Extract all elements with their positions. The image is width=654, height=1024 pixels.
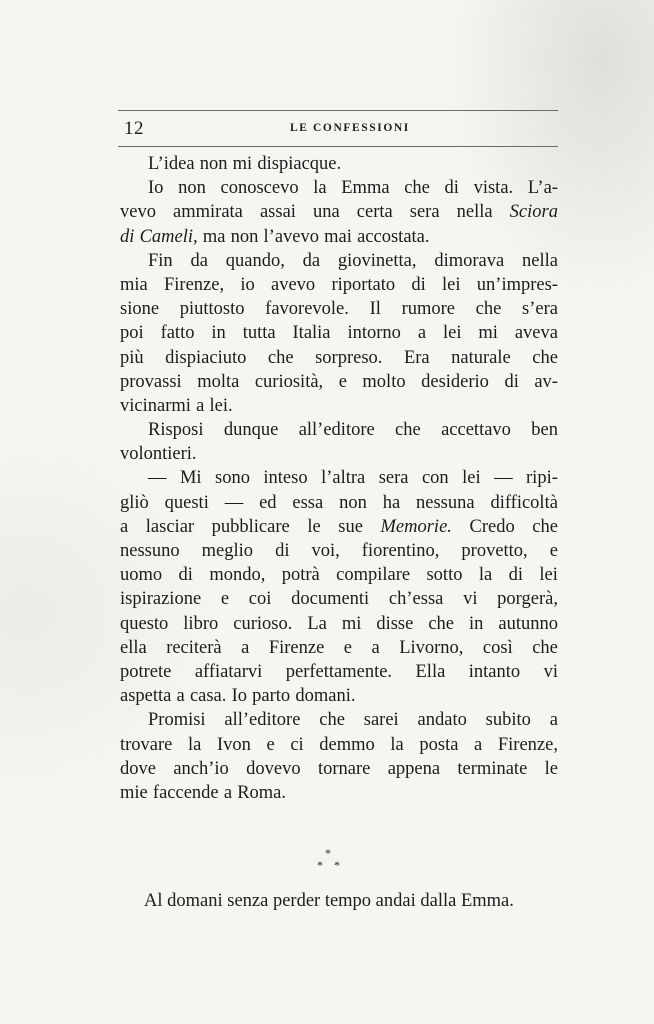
word: le	[307, 516, 321, 537]
word: essa	[292, 492, 324, 513]
word: sera	[378, 468, 409, 489]
page-number: 12	[124, 118, 144, 139]
word: riportato	[331, 274, 396, 295]
word: vista.	[473, 178, 514, 199]
word: io	[240, 274, 255, 295]
word: voi,	[311, 541, 340, 561]
word: di	[444, 178, 459, 199]
word: pubblicare	[211, 516, 290, 537]
text-line	[120, 491, 558, 515]
text-line	[120, 176, 558, 200]
word: Italia	[292, 323, 331, 344]
word: nessuna	[416, 492, 475, 513]
word: di	[178, 565, 193, 586]
word: la	[478, 565, 493, 586]
word: intorno	[347, 323, 401, 344]
word: sarei	[363, 710, 399, 731]
word: trovare	[120, 734, 173, 755]
word: a	[549, 710, 558, 731]
word: questi	[164, 492, 209, 513]
word: favorevole.	[265, 299, 349, 320]
word: la	[188, 734, 202, 755]
word: potrete	[120, 661, 172, 682]
word: mia	[120, 274, 148, 295]
word: —	[494, 468, 513, 489]
word: gliò	[120, 492, 149, 513]
word: Ella	[415, 661, 446, 682]
word: dove	[120, 758, 156, 779]
text-line	[120, 321, 558, 345]
word: parto	[252, 686, 291, 707]
text-line	[120, 249, 558, 273]
word: domani.	[295, 686, 356, 707]
word: inteso	[263, 468, 308, 489]
text-line	[120, 612, 558, 636]
word: libro	[183, 613, 219, 634]
word: una	[312, 202, 340, 223]
word: lei	[539, 565, 558, 586]
word: ripi-	[526, 468, 558, 489]
text-line	[120, 418, 558, 442]
word: Livorno,	[399, 637, 464, 658]
word: un’impres-	[476, 274, 558, 295]
word: che	[267, 347, 294, 368]
word: di	[120, 226, 135, 247]
word: fiorentino,	[361, 541, 440, 561]
word: uomo	[120, 565, 163, 586]
word: posta	[419, 734, 459, 755]
word: Mi	[179, 468, 202, 489]
word: a	[120, 516, 129, 537]
word: accettavo	[441, 420, 511, 441]
word: L’idea	[148, 154, 195, 174]
word: vevo	[120, 202, 156, 223]
word: così	[482, 637, 513, 658]
word: andato	[417, 710, 467, 731]
word: ch’essa	[388, 589, 444, 610]
text-line	[120, 394, 558, 418]
text-line	[120, 442, 558, 466]
text-line	[120, 781, 558, 805]
word: volontieri.	[120, 444, 197, 465]
word: di	[504, 371, 519, 392]
word: da	[190, 250, 208, 271]
word: e	[266, 734, 275, 755]
word: di	[508, 565, 523, 586]
word: a	[474, 734, 483, 755]
word: —	[148, 468, 167, 489]
word: a	[241, 637, 250, 658]
word: conoscevo	[220, 178, 299, 199]
running-title: LE CONFESSIONI	[290, 122, 410, 134]
word: tutta	[242, 323, 276, 344]
word: sorpreso.	[315, 347, 383, 368]
word: ben	[531, 420, 558, 441]
text-line	[120, 539, 558, 563]
word: ci	[290, 734, 304, 755]
word: all’editore	[298, 420, 375, 441]
word: curioso.	[233, 613, 293, 634]
text-line	[120, 515, 558, 539]
word: nella	[521, 250, 558, 271]
word: Roma.	[237, 782, 287, 803]
word: giovinetta,	[337, 250, 417, 271]
word: mi	[341, 613, 362, 634]
word: perfettamente.	[285, 661, 393, 682]
word: naturale	[451, 347, 511, 368]
word: dispiacque.	[257, 154, 342, 174]
word: Emma	[341, 178, 390, 199]
word: Ivon	[216, 734, 251, 755]
word: Sciora	[509, 202, 558, 223]
word: Il	[369, 299, 381, 320]
word: di	[411, 274, 426, 295]
word: mi	[232, 154, 253, 174]
word: coi	[248, 589, 272, 610]
word: compilare	[336, 565, 411, 586]
word: in	[468, 613, 484, 634]
word: lasciar	[145, 516, 195, 537]
word: ma	[202, 226, 226, 247]
text-line	[120, 152, 558, 176]
word: e	[343, 637, 353, 658]
word: Firenze	[268, 637, 325, 658]
text-line	[120, 636, 558, 660]
word: terminate	[457, 758, 528, 779]
word: ella	[120, 637, 147, 658]
word: avevo	[271, 274, 316, 295]
text-line	[120, 200, 558, 224]
word: sue	[338, 516, 363, 537]
word: mondo,	[209, 565, 266, 586]
word: reciterà	[166, 637, 222, 658]
word: che	[532, 637, 558, 658]
word: —	[224, 492, 244, 513]
word: non	[339, 492, 367, 513]
header-bottom-rule	[118, 146, 558, 147]
word: a	[371, 637, 380, 658]
word: Firenze,	[497, 734, 558, 755]
text-line	[120, 346, 558, 370]
word: Credo	[469, 516, 515, 537]
body-text	[120, 152, 558, 805]
word: che	[532, 347, 558, 368]
word: l’avevo	[263, 226, 319, 247]
word: con	[421, 468, 449, 489]
word: e	[338, 371, 347, 392]
word: molta	[197, 371, 240, 392]
word: subito	[485, 710, 531, 731]
word: mie	[120, 782, 148, 803]
word: assai	[259, 202, 296, 223]
word: Fin	[148, 250, 173, 271]
word: ammirata	[173, 202, 243, 223]
text-line	[120, 757, 558, 781]
word: vi	[543, 661, 558, 682]
word: che	[475, 299, 502, 320]
word: aspetta	[120, 686, 172, 707]
word: curiosità,	[254, 371, 324, 392]
asterism-star: *	[317, 858, 323, 872]
word: che	[428, 613, 454, 634]
word: quando,	[225, 250, 285, 271]
word: molto	[362, 371, 406, 392]
word: sera	[409, 202, 440, 223]
text-line	[120, 297, 558, 321]
word: da	[302, 250, 321, 271]
word: aveva	[514, 323, 558, 344]
word: anch’io	[173, 758, 229, 779]
text-line	[120, 587, 558, 611]
closing-line: Al domani senza perder tempo andai dalla Emma.	[144, 891, 514, 911]
word: vicinarmi	[120, 395, 191, 416]
word: av-	[534, 371, 558, 392]
word: la	[390, 734, 404, 755]
word: intanto	[468, 661, 521, 682]
word: certa	[356, 202, 393, 223]
word: rumore	[401, 299, 455, 320]
word: sione	[120, 299, 160, 320]
word: faccende	[152, 782, 219, 803]
word: dimorava	[434, 250, 505, 271]
word: l’altra	[321, 468, 366, 489]
asterism-star: *	[325, 846, 331, 860]
word: Io	[148, 178, 164, 199]
word: documenti	[291, 589, 370, 610]
word: le	[544, 758, 558, 779]
word: poi	[120, 323, 144, 344]
section-break-asterism	[300, 846, 360, 876]
word: all’editore	[224, 710, 301, 731]
word: di	[275, 541, 290, 561]
word: provassi	[120, 371, 182, 392]
page-header	[118, 108, 558, 148]
word: accostata.	[357, 226, 430, 247]
word: Promisi	[148, 710, 206, 731]
header-top-rule	[118, 110, 558, 111]
word: provetto,	[461, 541, 528, 561]
word: a	[223, 782, 233, 803]
word: questo	[120, 613, 169, 634]
text-line	[120, 370, 558, 394]
word: mai	[324, 226, 352, 247]
word: che	[532, 516, 558, 537]
word: lei	[442, 274, 461, 295]
word: dispiaciuto	[165, 347, 247, 368]
word: che	[395, 420, 421, 441]
word: in	[211, 323, 226, 344]
word: Era	[403, 347, 430, 368]
word: lei	[462, 468, 481, 489]
word: Memorie.	[380, 516, 452, 537]
word: L’a-	[527, 178, 558, 199]
word: demmo	[319, 734, 375, 755]
word: e	[220, 589, 230, 610]
word: lei.	[209, 395, 233, 416]
text-line	[120, 273, 558, 297]
word: tornare	[317, 758, 371, 779]
word: autunno	[498, 613, 558, 634]
word: più	[120, 347, 144, 368]
word: vi	[463, 589, 478, 610]
word: piuttosto	[179, 299, 245, 320]
word: che	[404, 178, 430, 199]
word: lei	[442, 323, 462, 344]
word: potrà	[281, 565, 320, 586]
word: fatto	[160, 323, 195, 344]
word: la	[313, 178, 327, 199]
word: non	[178, 178, 206, 199]
word: dunque	[223, 420, 279, 441]
word: porgerà,	[497, 589, 558, 610]
word: La	[307, 613, 327, 634]
word: s’era	[522, 299, 558, 320]
word: difficoltà	[490, 492, 558, 513]
word: ed	[259, 492, 277, 513]
word: che	[319, 710, 345, 731]
word: disse	[376, 613, 414, 634]
word: non	[230, 226, 259, 247]
word: desiderio	[421, 371, 489, 392]
text-line	[120, 733, 558, 757]
word: dovevo	[246, 758, 301, 779]
text-line	[120, 660, 558, 684]
word: mi	[478, 323, 498, 344]
text-line	[120, 563, 558, 587]
word: appena	[387, 758, 441, 779]
word: affiatarvi	[194, 661, 263, 682]
word: ha	[382, 492, 401, 513]
word: casa.	[189, 686, 227, 707]
text-line	[120, 225, 558, 249]
word: nessuno	[120, 541, 180, 561]
asterism-star: *	[334, 858, 340, 872]
word: Firenze,	[164, 274, 225, 295]
text-line	[120, 466, 558, 490]
text-line	[120, 684, 558, 708]
word: meglio	[201, 541, 254, 561]
word: non	[199, 154, 228, 174]
word: ispirazione	[120, 589, 202, 610]
word: a	[196, 395, 205, 416]
text-line	[120, 708, 558, 732]
word: nella	[456, 202, 493, 223]
word: a	[417, 323, 427, 344]
word: Cameli,	[139, 226, 198, 247]
word: Risposi	[148, 420, 204, 441]
word: Io	[231, 686, 247, 707]
word: a	[176, 686, 185, 707]
word: e	[549, 541, 558, 561]
word: sotto	[426, 565, 463, 586]
word: sono	[215, 468, 250, 489]
